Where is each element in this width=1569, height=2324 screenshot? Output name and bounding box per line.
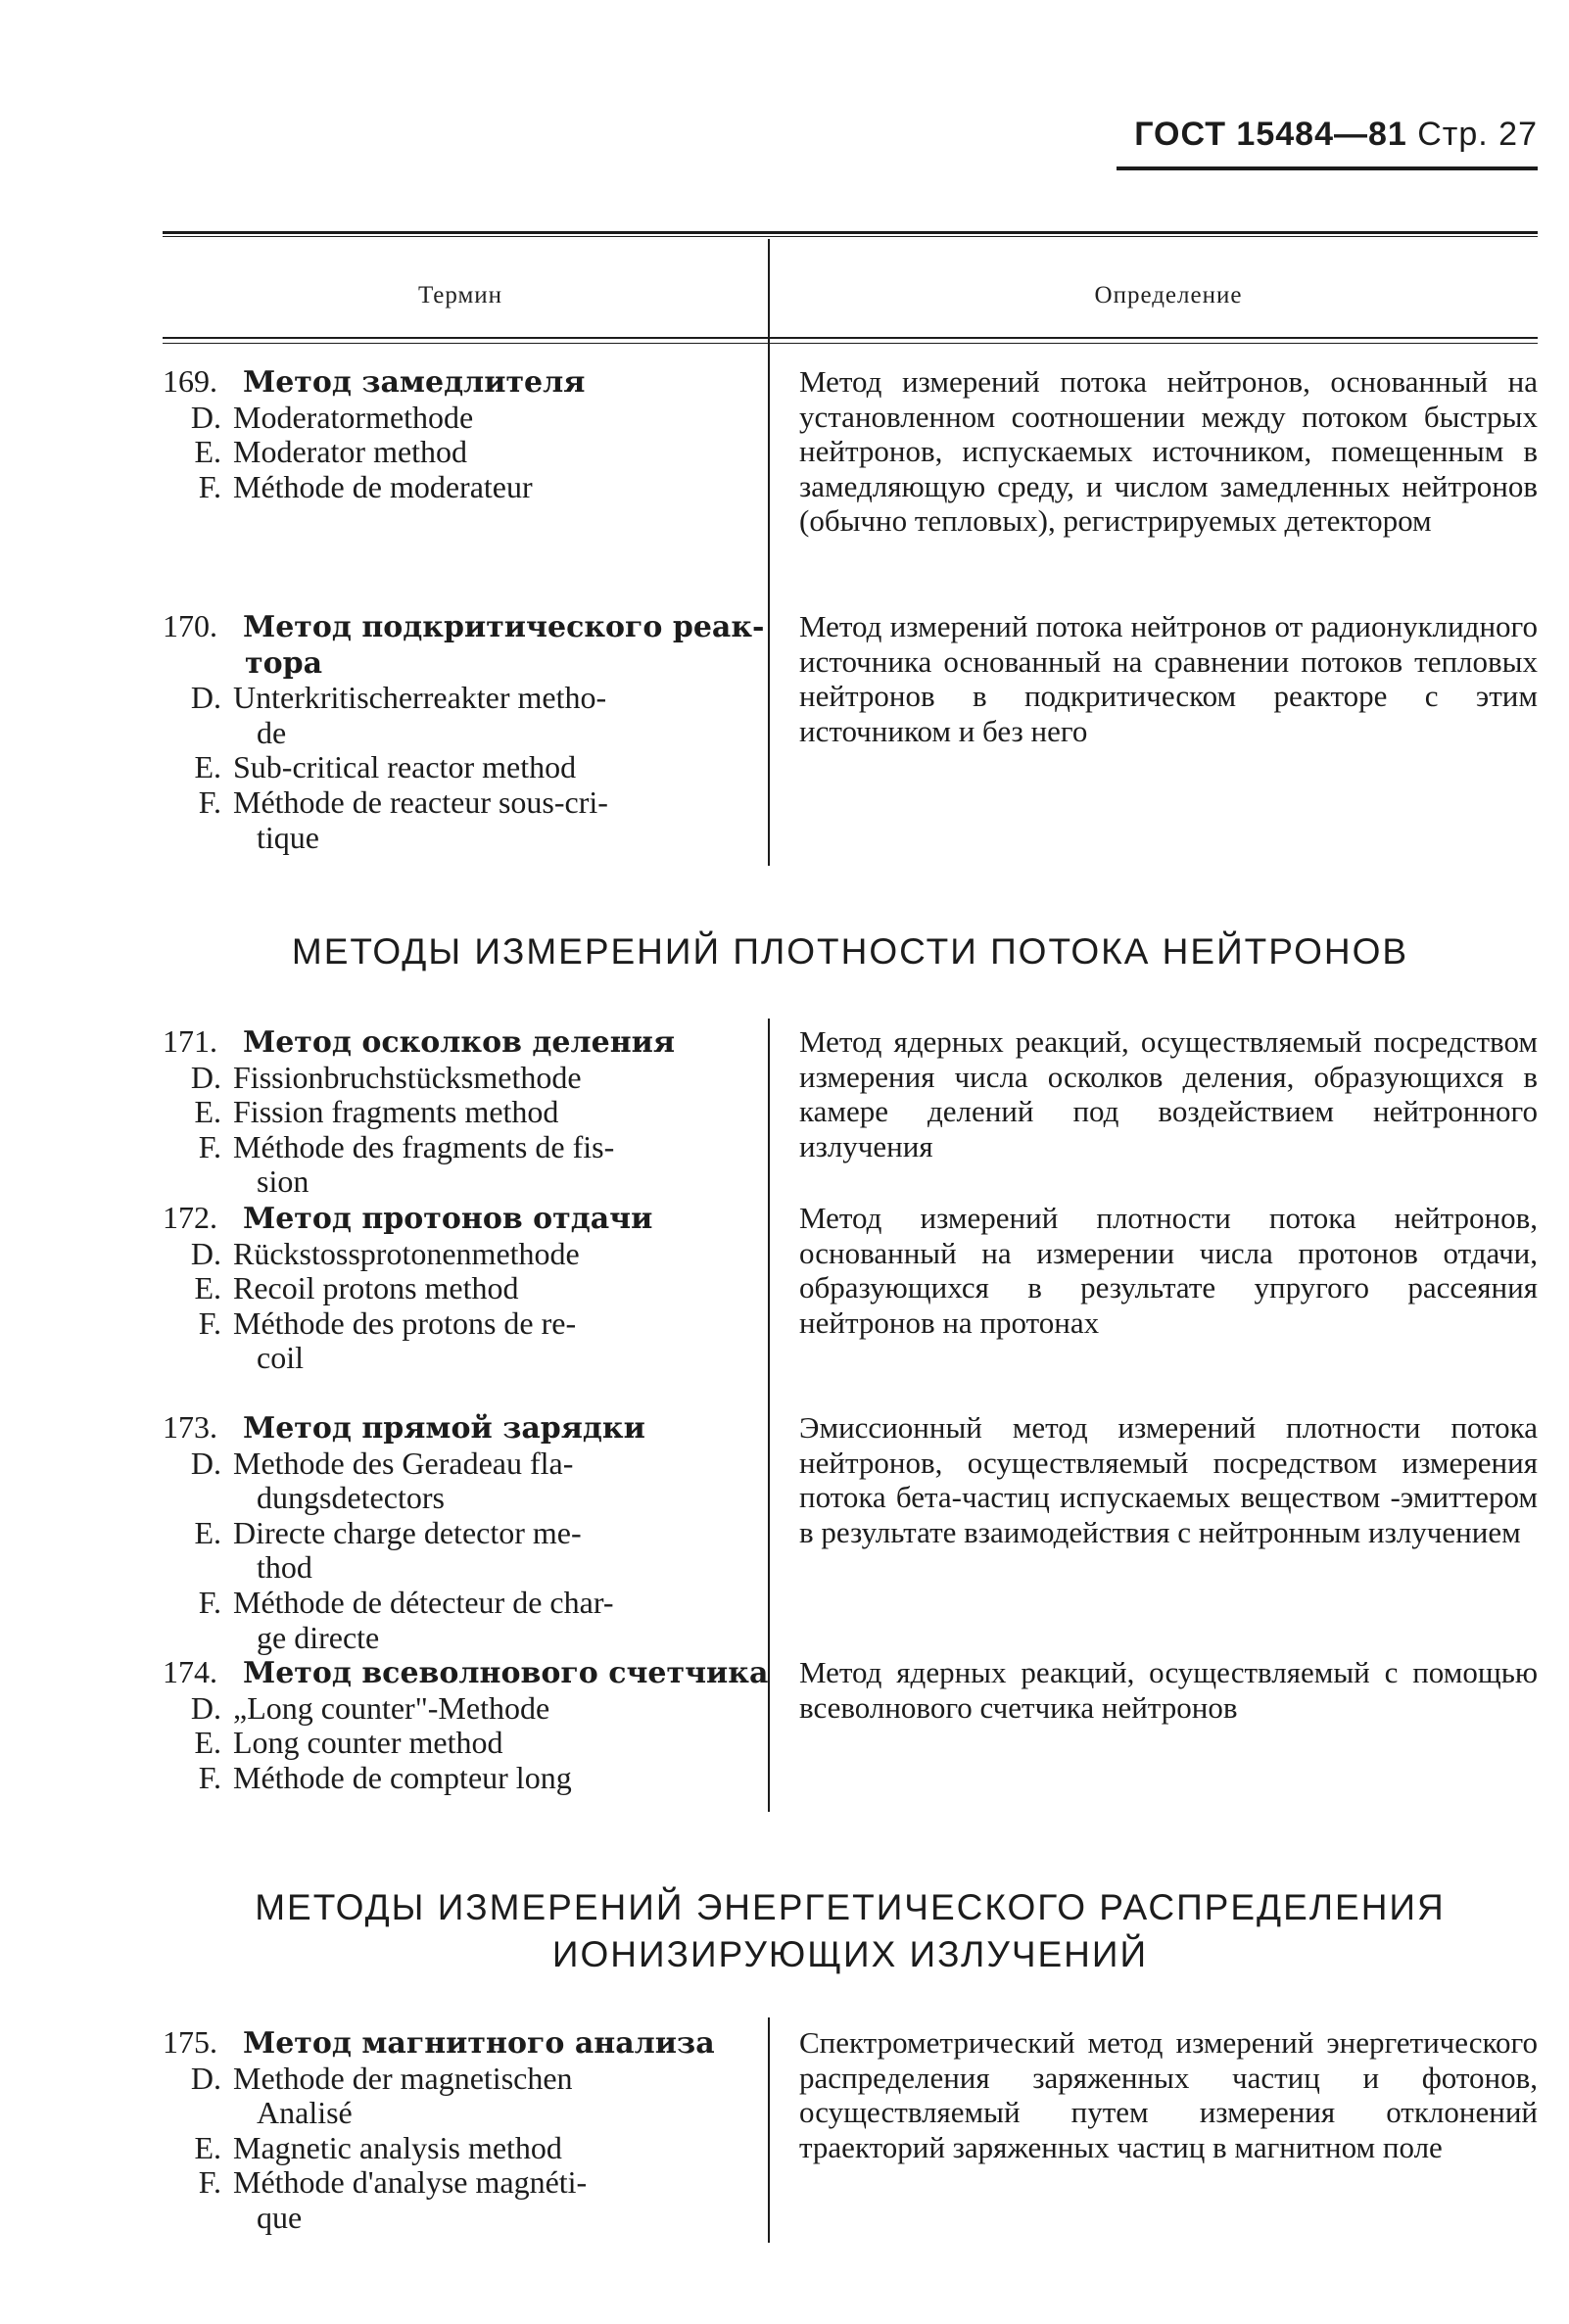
table-head-rule (163, 337, 1538, 339)
entry-number: 174. (163, 1654, 217, 1689)
standard-number: ГОСТ 15484—81 (1134, 116, 1407, 153)
term-english: Directe charge detector me- (233, 1514, 582, 1550)
table-top-rule (163, 231, 1538, 234)
term-french: Méthode de moderateur (233, 468, 533, 504)
term-title: Метод протонов отдачи (243, 1202, 653, 1236)
entry-number: 173. (163, 1409, 217, 1445)
term-cell: 174. Метод всеволнового счетчика D. „Long counter"-Methode E. Long counter method F. Méthode de compteur long (163, 1654, 769, 1795)
term-english-cont: thod (257, 1549, 312, 1586)
term-french: Méthode de reacteur sous-cri- (233, 783, 608, 820)
definition-text: Метод измерений потока нейтронов от радионуклидного источника основанный на сравнении потоков тепловых нейтронов в подкритическом реакторе с этим источником и без него (799, 609, 1538, 748)
page-header (1134, 116, 1538, 154)
entry-number: 172. (163, 1200, 217, 1235)
term-cell: 169. Метод замедлителя D. Moderatormethode E. Moderator method F. Méthode de moderateur (163, 363, 586, 504)
column-header-definition: Определение (1094, 282, 1243, 308)
term-title: Метод магнитного анализа (243, 2026, 715, 2061)
term-german: „Long counter"-Methode (233, 1689, 550, 1726)
term-french-cont: que (257, 2199, 303, 2235)
term-english: Sub-critical reactor method (233, 749, 577, 785)
term-cell: 171. Метод осколков деления D. Fissionbruchstücksmethode E. Fission fragments method F. Méthode des fragments de fis- sion (163, 1023, 676, 1200)
term-english: Magnetic analysis method (233, 2129, 562, 2165)
section-title-energy-distribution (163, 1884, 1538, 1978)
term-german: Moderatormethode (233, 399, 474, 435)
term-title: Метод замедлителя (243, 365, 586, 400)
header-rule (1117, 166, 1538, 170)
entry-number: 170. (163, 608, 217, 643)
term-cell: 170. Метод подкритического реак- тора D. Unterkritischerreakter metho- de E. Sub-critical reactor method F. Méthode de reacteur sous-cri- tique (163, 608, 765, 855)
table-top-rule-2 (163, 236, 1538, 237)
term-german: Methode der magnetischen (233, 2060, 573, 2096)
entry-number: 175. (163, 2024, 217, 2060)
entry-number: 171. (163, 1023, 217, 1059)
table-head-rule-2 (163, 343, 1538, 344)
term-german: Fissionbruchstücksmethode (233, 1059, 582, 1095)
definition-text: Спектрометрический метод измерений энергетического распределения заряженных частиц и фотонов, осуществляемый путем измерения отклонений траекторий заряженных частиц в магнитном поле (799, 2025, 1538, 2164)
definition-text: Метод ядерных реакций, осуществляемый с помощью всеволнового счетчика нейтронов (799, 1655, 1538, 1725)
term-french: Méthode des fragments de fis- (233, 1128, 615, 1164)
term-french-cont: tique (257, 819, 319, 855)
section-title-line-1: МЕТОДЫ ИЗМЕРЕНИЙ ЭНЕРГЕТИЧЕСКОГО РАСПРЕДЕЛЕНИЯ (255, 1887, 1446, 1927)
term-german: Rückstossprotonenmethode (233, 1235, 580, 1271)
term-cell: 173. Метод прямой зарядки D. Methode des Geradeau fla- dungsdetectors E. Directe charge detector me- thod F. Méthode de détecteur de char- ge directe (163, 1409, 645, 1655)
term-french: Méthode des protons de re- (233, 1304, 577, 1341)
term-german: Unterkritischerreakter metho- (233, 680, 607, 716)
term-french: Méthode de détecteur de char- (233, 1584, 614, 1620)
term-title: Метод осколков деления (243, 1025, 676, 1060)
term-title: Метод подкритического реак- (243, 610, 765, 644)
column-divider (768, 239, 770, 866)
term-english: Fission fragments method (233, 1094, 559, 1130)
term-german: Methode des Geradeau fla- (233, 1445, 574, 1481)
section-title-flux-density: МЕТОДЫ ИЗМЕРЕНИЙ ПЛОТНОСТИ ПОТОКА НЕЙТРОНОВ (291, 931, 1409, 972)
definition-text: Метод измерений потока нейтронов, основанный на установленном соотношении между потоком быстрых нейтронов, испускаемых источником, помещенным в замедляющую среду, и числом замедленных нейтронов (обычно тепловых), регистрируемых детектором (799, 364, 1538, 539)
term-french: Méthode d'analyse magnéti- (233, 2164, 588, 2201)
term-title: Метод прямой зарядки (243, 1411, 645, 1446)
definition-text: Метод ядерных реакций, осуществляемый посредством измерения числа осколков деления, образующихся в камере делений под воздействием нейтронного излучения (799, 1024, 1538, 1163)
term-german-cont: Analisé (257, 2095, 353, 2131)
section-title-line-2: ИОНИЗИРУЮЩИХ ИЗЛУЧЕНИЙ (551, 1934, 1149, 1974)
column-divider (768, 1019, 770, 1812)
column-header-term: Термин (417, 282, 503, 308)
term-german-cont: dungsdetectors (257, 1480, 445, 1516)
term-german-cont: de (257, 714, 287, 750)
term-cell: 172. Метод протонов отдачи D. Rückstossprotonenmethode E. Recoil protons method F. Méthode des protons de re- coil (163, 1200, 653, 1376)
term-cell: 175. Метод магнитного анализа D. Methode der magnetischen Analisé E. Magnetic analysis method F. Méthode d'analyse magnéti- que (163, 2024, 715, 2235)
definition-text: Метод измерений плотности потока нейтронов, основанный на измерении числа протонов отдачи, образующихся в результате упругого рассеяния нейтронов на протонах (799, 1201, 1538, 1340)
term-french: Méthode de compteur long (233, 1759, 572, 1795)
term-english: Long counter method (233, 1725, 503, 1761)
definition-text: Эмиссионный метод измерений плотности потока нейтронов, осуществляемый посредством измерения потока бета-частиц испускаемых веществом -эмиттером в результате взаимодействия с нейтронным излучением (799, 1410, 1538, 1549)
term-english: Recoil protons method (233, 1270, 519, 1306)
term-french-cont: ge directe (257, 1619, 380, 1655)
term-title-cont: тора (245, 645, 323, 681)
page-number: Стр. 27 (1417, 116, 1538, 153)
term-title: Метод всеволнового счетчика (243, 1656, 769, 1690)
table-header (163, 231, 1538, 341)
term-english: Moderator method (233, 434, 468, 470)
entry-number: 169. (163, 363, 217, 399)
term-french-cont: sion (257, 1163, 309, 1200)
term-french-cont: coil (257, 1340, 304, 1376)
column-divider (768, 2017, 770, 2243)
